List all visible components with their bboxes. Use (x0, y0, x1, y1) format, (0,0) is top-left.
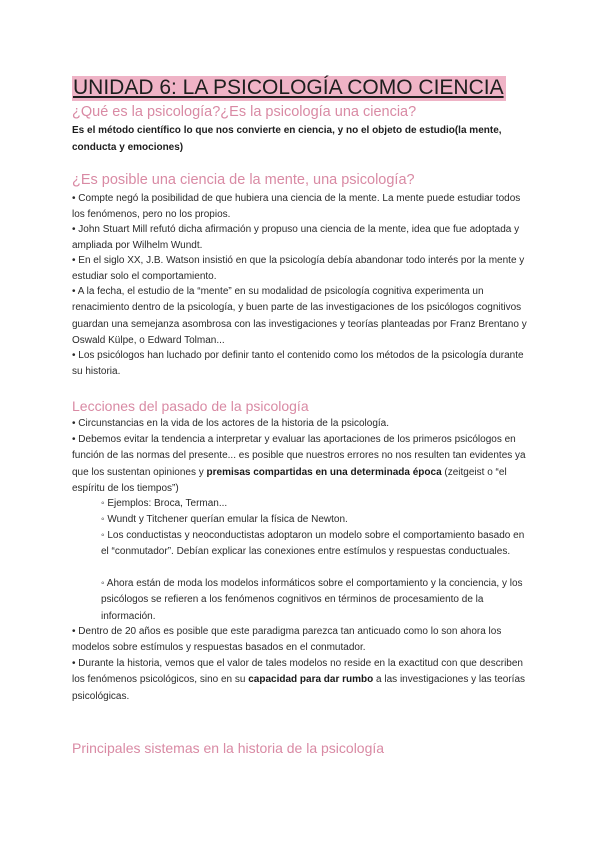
sub-bullet-informaticos: ◦ Ahora están de moda los modelos informáticos sobre el comportamiento y la conciencia, y los psicólogos se refieren a los fenómenos cognitivos en términos de procesamiento de la información. (101, 578, 523, 622)
bullet-cognitive: • A la fecha, el estudio de la “mente” en su modalidad de psicología cognitiva experimenta un renacimiento dentro de la psicología, y buen parte de las investigaciones de los psicólogos cognitivos guardan una semejanza asombrosa con las investigaciones y teorías planteadas por Franz Brentano y Oswald Külpe, o Edward Tolman... (72, 286, 527, 347)
section-heading-what-is-psychology: ¿Qué es la psicología?¿Es la psicología una ciencia? (72, 104, 417, 120)
bullet-value-of-models (72, 656, 532, 705)
bold-premisas: premisas compartidas en una determinada época (206, 466, 442, 478)
bullet-mill: • John Stuart Mill refutó dicha afirmación y propuso una ciencia de la mente, idea que fue adoptada y ampliada por Wilhelm Wundt. (72, 224, 520, 252)
sub-bullet-examples: ◦ Ejemplos: Broca, Terman... (101, 498, 228, 509)
bullet-twenty-years: • Dentro de 20 años es posible que este paradigma parezca tan anticuado como lo son ahora los modelos sobre estímulos y respuestas basados en el conmutador. (72, 626, 502, 654)
bullet-value-tail: a las investigaciones y las teorías psicológicas. (72, 674, 526, 702)
definition-paragraph: Es el método científico lo que nos convierte en ciencia, y no el objeto de estudio(la mente, conducta y emociones) (72, 125, 502, 153)
bullet-value-text: • Durante la historia, vemos que el valor de tales modelos no reside en la exactitud con que describen los fenómenos psicológicos, sino en su (72, 658, 523, 686)
bold-capacidad: capacidad para dar rumbo (248, 674, 374, 686)
section-heading-science-of-mind: ¿Es posible una ciencia de la mente, una psicología? (72, 172, 415, 188)
bullet-avoid-text: • Debemos evitar la tendencia a interpretar y evaluar las aportaciones de los primeros psicólogos en función de las normas del presente... es posible que nuestros errores no nos resulten tan evidentes ya que los sustentan opiniones y (72, 434, 526, 478)
sub-bullet-conductistas: ◦ Los conductistas y neoconductistas adoptaron un modelo sobre el comportamiento basado en el “conmutador”. Debían explicar las conexiones entre estímulos y respuestas conductuales. (101, 530, 525, 558)
section-heading-lessons: Lecciones del pasado de la psicología (72, 398, 309, 414)
page-title (72, 76, 506, 100)
bullet-avoid-tendency (72, 432, 532, 498)
section-heading-main-systems: Principales sistemas en la historia de la psicología (72, 740, 385, 756)
bullet-definition-struggle: • Los psicólogos han luchado por definir tanto el contenido como los métodos de la psicología durante su historia. (72, 350, 524, 378)
page-title-text: UNIDAD 6: LA PSICOLOGÍA COMO CIENCIA (73, 76, 504, 99)
bullet-compte: • Compte negó la posibilidad de que hubiera una ciencia de la mente. La mente puede estudiar todos los fenómenos, pero no los propios. (72, 193, 521, 221)
bullet-circumstances: • Circunstancias en la vida de los actores de la historia de la psicología. (72, 418, 390, 429)
sub-bullet-wundt: ◦ Wundt y Titchener querían emular la física de Newton. (101, 514, 348, 525)
bullet-watson: • En el siglo XX, J.B. Watson insistió en que la psicología debía abandonar todo interés por la mente y estudiar solo el comportamiento. (72, 255, 525, 283)
bullet-avoid-tail: (zeitgeist o “el espíritu de los tiempos”) (72, 466, 507, 495)
